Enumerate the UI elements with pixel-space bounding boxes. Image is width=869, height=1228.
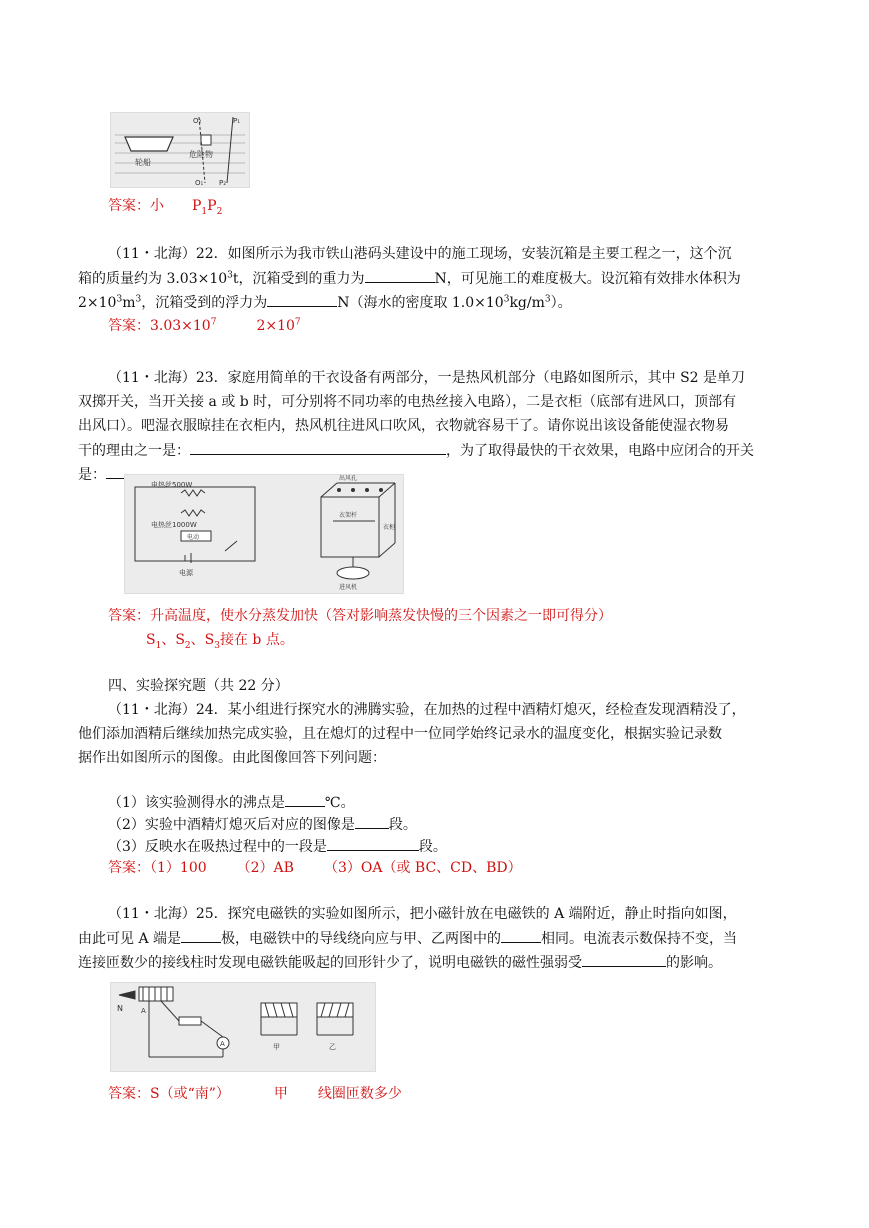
superscript: 3 — [116, 294, 123, 305]
answer-value: P — [192, 198, 202, 214]
subscript: 1 — [201, 206, 208, 217]
answer-23-line1 — [108, 606, 612, 626]
answer-value: 小 — [150, 198, 164, 214]
fig2-label-inlet: 进风机 — [339, 584, 358, 591]
text: （1）该实验测得水的沸点是 — [108, 795, 285, 811]
q25-line3 — [78, 952, 722, 973]
answer-24 — [108, 858, 522, 878]
answer-value: S — [146, 632, 156, 648]
answer-value: 甲 — [273, 1086, 288, 1102]
answer-value: 、S — [190, 632, 215, 648]
fig1-label-p2: P₂ — [219, 179, 227, 187]
text: kg/m — [509, 295, 545, 311]
q22-line1: （11・北海）22．如图所示为我市铁山港码头建设中的施工现场，安装沉箱是主要工程之一，这个沉 — [108, 246, 732, 262]
text: 的影响。 — [666, 955, 722, 971]
text: 2×10 — [78, 295, 117, 311]
answer-value: S（或“南”） — [150, 1086, 230, 1102]
fig2-label-heater1: 电热丝500W — [151, 481, 193, 489]
subscript: 2 — [216, 206, 223, 217]
fig1-label-p1: P₁ — [233, 117, 241, 125]
fig3-label-n: N — [117, 1004, 123, 1013]
figure-electromagnet — [110, 982, 376, 1072]
superscript: 3 — [227, 270, 233, 281]
text: （3）反映水在吸热过程中的一段是 — [108, 839, 327, 855]
answer-value: 线圈匝数多少 — [317, 1086, 402, 1102]
text: 干的理由之一是： — [78, 443, 190, 459]
fig1-label-ship: 轮船 — [135, 158, 151, 167]
q25-line1: （11・北海）25．探究电磁铁的实验如图所示，把小磁针放在电磁铁的 A 端附近，静止时指向如图， — [108, 906, 737, 922]
text: 连接匝数少的接线柱时发现电磁铁能吸起的回形针少了，说明电磁铁的磁性强弱受 — [78, 955, 582, 971]
blank-gravity[interactable] — [365, 268, 435, 283]
blank-boiling-point[interactable] — [285, 792, 325, 807]
text: 由此可见 A 端是 — [78, 931, 182, 947]
answer-value: 升高温度，使水分蒸发加快（答对影响蒸发快慢的三个因素之一即可得分） — [150, 608, 612, 624]
superscript: 3 — [135, 294, 142, 305]
q22-line2 — [78, 268, 741, 289]
subscript: 1 — [155, 640, 162, 651]
fig2-label-power: 电源 — [179, 569, 193, 577]
superscript: 7 — [210, 317, 217, 328]
text: 是： — [78, 467, 106, 483]
answer-value: （3）OA（或 BC、CD、BD） — [323, 860, 522, 876]
subscript: 3 — [214, 640, 220, 651]
q22-line3 — [78, 292, 572, 313]
superscript: 3 — [503, 294, 510, 305]
blank-segment-off[interactable] — [355, 814, 389, 829]
blank-buoyancy[interactable] — [267, 292, 337, 307]
q24-sub1 — [108, 792, 355, 813]
text: N（海水的密度取 1.0×10 — [337, 295, 504, 311]
q24-line2: 他们添加酒精后继续加热完成实验，且在熄灯的过程中一位同学始终记录水的温度变化，根据实验记录数 — [78, 726, 722, 742]
answer-label: 答案： — [108, 1086, 150, 1102]
blank-factor[interactable] — [582, 952, 666, 967]
fig3-label-yi: 乙 — [329, 1043, 336, 1051]
answer-value: P — [207, 198, 217, 214]
q23-line3: 出风口）。吧湿衣服晾挂在衣柜内，热风机往进风口吹风，衣物就容易干了。请你说出该设备能使湿衣物易 — [78, 418, 729, 434]
answer-value: 3.03×10 — [150, 318, 211, 334]
text: 相同。电流表示数保持不变，当 — [541, 931, 738, 947]
text: 段。 — [418, 839, 447, 855]
answer-label: 答案： — [108, 860, 150, 876]
answer-value: （2）AB — [236, 860, 294, 876]
text: ，沉箱受到的浮力为 — [141, 295, 268, 311]
superscript: 3 — [544, 294, 551, 305]
fig1-label-o1: O₁ — [195, 179, 204, 187]
text: 段。 — [388, 817, 417, 833]
q23-line1: （11・北海）23．家庭用简单的干衣设备有两部分，一是热风机部分（电路如图所示，其中 S2 是单刀 — [108, 370, 746, 386]
q24-sub3 — [108, 836, 447, 857]
answer-25 — [108, 1084, 402, 1104]
answer-label: 答案： — [108, 608, 150, 624]
answer-label: 答案： — [108, 318, 150, 334]
superscript: 7 — [294, 317, 301, 328]
fig2-label-heater2: 电热丝1000W — [151, 521, 197, 529]
fig2-label-motor: 电动 — [187, 534, 200, 541]
blank-segment-heat[interactable] — [327, 836, 419, 851]
figure-ship-obstacle — [110, 112, 250, 188]
answer-label: 答案： — [108, 198, 150, 214]
blank-pole[interactable] — [181, 928, 221, 943]
text: ）。 — [550, 295, 572, 311]
q25-line2 — [78, 928, 737, 949]
text: 极，电磁铁中的导线绕向应与甲、乙两图中的 — [221, 931, 502, 947]
text: ，为了取得最快的干衣效果，电路中应闭合的开关 — [446, 443, 754, 459]
q24-line3: 据作出如图所示的图像。由此图像回答下列问题： — [78, 750, 386, 766]
text: 箱的质量约为 3.03×10 — [78, 271, 228, 287]
answer-value: 接在 b 点。 — [219, 632, 294, 648]
answer-23-line2 — [146, 630, 294, 650]
text: m — [122, 295, 136, 311]
figure-dryer — [124, 474, 404, 594]
q24-sub2 — [108, 814, 417, 835]
fig1-label-obstacle: 危险物 — [189, 150, 213, 159]
section-title: 四、实验探究题（共 22 分） — [108, 678, 289, 694]
text: （2）实验中酒精灯熄灭后对应的图像是 — [108, 817, 355, 833]
subscript: 2 — [184, 640, 191, 651]
answer-value: 、S — [161, 632, 185, 648]
fig3-label-a: A — [141, 1007, 146, 1015]
q23-line4 — [78, 440, 754, 461]
answer-value: 2×10 — [256, 318, 295, 334]
q24-line1: （11・北海）24．某小组进行探究水的沸腾实验，在加热的过程中酒精灯熄灭，经检查发现酒精没了， — [108, 702, 746, 718]
answer-21 — [108, 196, 222, 216]
fig1-label-o2: O₂ — [193, 117, 202, 125]
answer-value: （1）100 — [150, 860, 207, 876]
fig2-label-outlet: 出风孔 — [339, 475, 358, 482]
blank-winding[interactable] — [501, 928, 541, 943]
text: t，沉箱受到的重力为 — [232, 271, 365, 287]
fig3-label-ammeter: A — [220, 1040, 225, 1048]
text: N，可见施工的难度极大。设沉箱有效排水体积为 — [434, 271, 741, 287]
fig3-label-jia: 甲 — [273, 1043, 280, 1051]
answer-22 — [108, 316, 301, 336]
fig2-label-rack: 衣架杆 — [339, 512, 358, 519]
text: ℃。 — [324, 795, 355, 811]
q23-line2: 双掷开关，当开关接 a 或 b 时，可分别将不同功率的电热丝接入电路），二是衣柜（底部有进风口，顶部有 — [78, 394, 737, 410]
fig2-label-door: 衣柜 — [383, 524, 396, 531]
blank-reason[interactable] — [190, 440, 446, 455]
